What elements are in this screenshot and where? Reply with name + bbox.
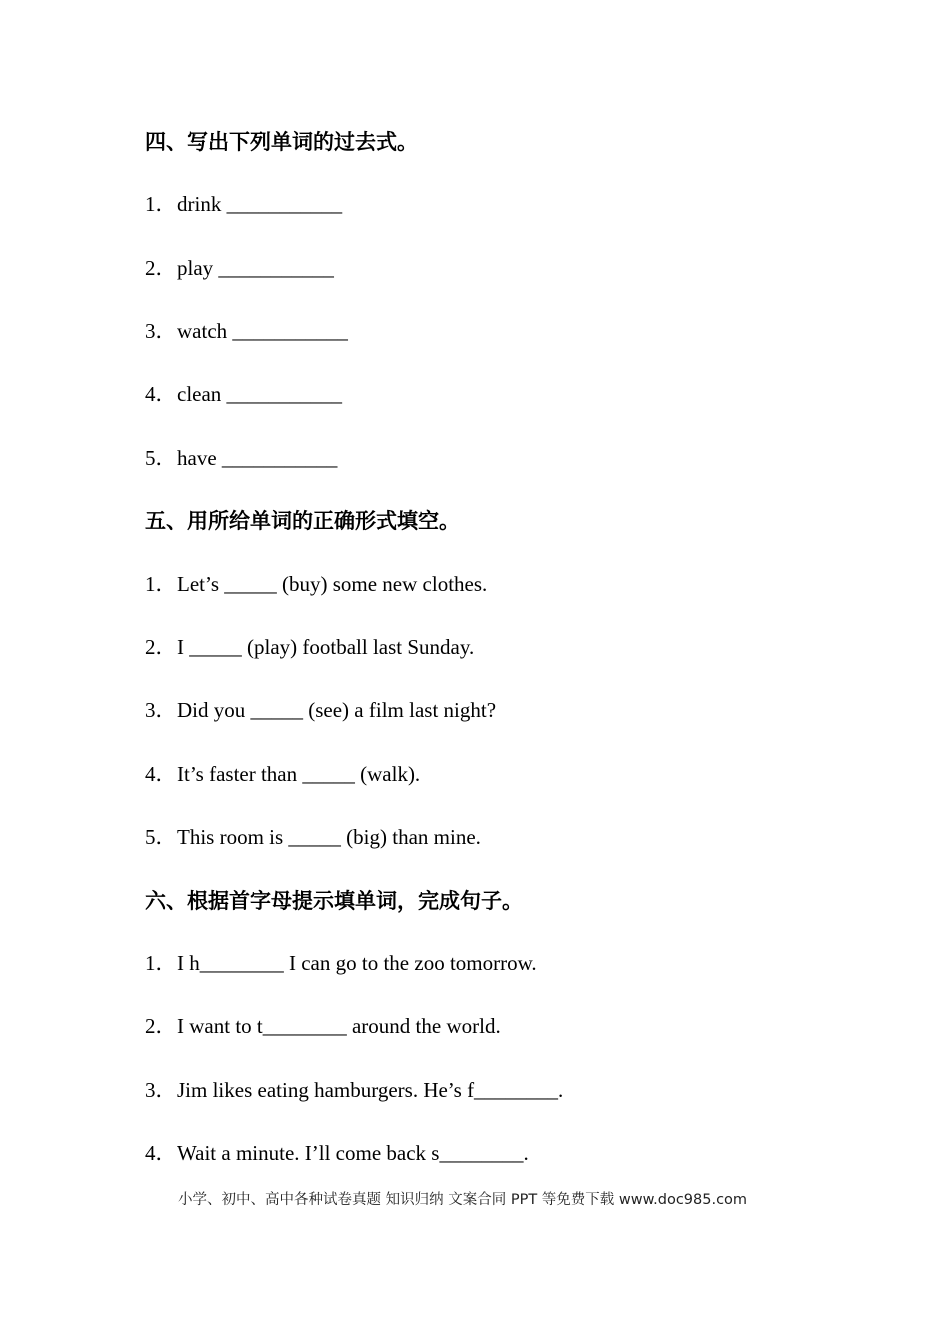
- section-4-item-2: [145, 254, 334, 282]
- section-6-item-2: [145, 1012, 501, 1040]
- item-text: clean ___________: [177, 382, 343, 406]
- item-number: 2．: [145, 635, 177, 659]
- item-number: 4．: [145, 382, 177, 406]
- item-text: Jim likes eating hamburgers. He’s f________.: [177, 1078, 564, 1102]
- item-number: 5．: [145, 446, 177, 470]
- item-text: Did you _____ (see) a film last night?: [177, 698, 497, 722]
- section-5-item-3: [145, 696, 496, 724]
- item-number: 2．: [145, 256, 177, 280]
- item-text: I want to t________ around the world.: [177, 1014, 501, 1038]
- item-number: 4．: [145, 1141, 177, 1165]
- item-text: watch ___________: [177, 319, 348, 343]
- section-4-item-5: [145, 444, 337, 472]
- item-number: 1．: [145, 951, 177, 975]
- item-text: I h________ I can go to the zoo tomorrow.: [177, 951, 537, 975]
- item-text: Wait a minute. I’ll come back s________.: [177, 1141, 529, 1165]
- item-text: It’s faster than _____ (walk).: [177, 762, 421, 786]
- section-5-item-5: [145, 823, 481, 851]
- item-number: 3．: [145, 698, 177, 722]
- item-number: 1．: [145, 192, 177, 216]
- item-text: Let’s _____ (buy) some new clothes.: [177, 572, 488, 596]
- footer-text: 小学、初中、高中各种试卷真题 知识归纳 文案合同 PPT 等免费下载 www.doc985.com: [178, 1192, 748, 1208]
- section-6-item-1: [145, 949, 537, 977]
- section-6-heading: 六、根据首字母提示填单词，完成句子。: [145, 889, 523, 913]
- item-number: 5．: [145, 825, 177, 849]
- section-6-item-4: [145, 1139, 529, 1167]
- item-number: 2．: [145, 1014, 177, 1038]
- section-5-item-2: [145, 633, 474, 661]
- section-5-item-4: [145, 760, 420, 788]
- section-4-item-4: [145, 380, 342, 408]
- item-text: This room is _____ (big) than mine.: [177, 825, 481, 849]
- item-number: 3．: [145, 1078, 177, 1102]
- item-text: have ___________: [177, 446, 338, 470]
- item-number: 4．: [145, 762, 177, 786]
- section-5-item-1: [145, 570, 487, 598]
- item-number: 3．: [145, 319, 177, 343]
- item-text: I _____ (play) football last Sunday.: [177, 635, 475, 659]
- item-number: 1．: [145, 572, 177, 596]
- section-4-item-3: [145, 317, 348, 345]
- section-5-heading: 五、用所给单词的正确形式填空。: [145, 509, 460, 533]
- section-6-item-3: [145, 1076, 563, 1104]
- item-text: play ___________: [177, 256, 334, 280]
- item-text: drink ___________: [177, 192, 343, 216]
- section-4-item-1: [145, 190, 342, 218]
- section-4-heading: 四、写出下列单词的过去式。: [145, 130, 418, 154]
